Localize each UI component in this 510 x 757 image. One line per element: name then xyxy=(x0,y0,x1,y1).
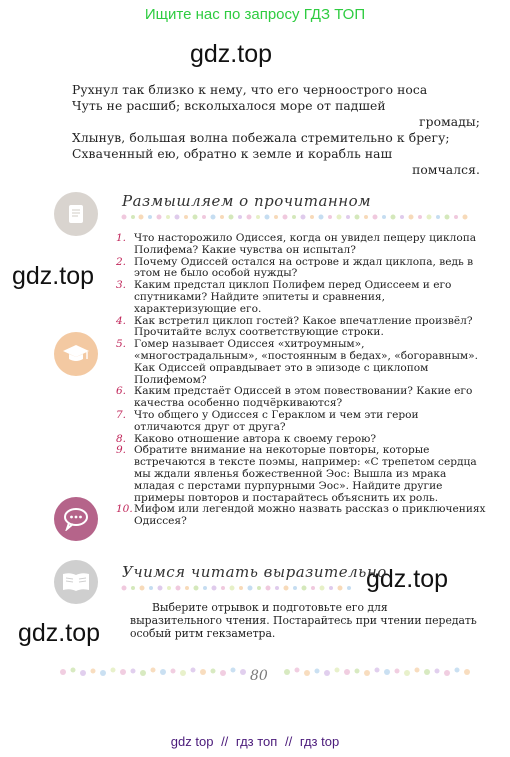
watermark: gdz.top xyxy=(366,565,449,593)
section-title-read-aloud: Учимся читать выразительно xyxy=(122,563,387,581)
list-item: 8. Каково отношение автора к своему герою? xyxy=(116,432,377,445)
list-item: 10. Мифом или легендой можно назвать рассказ о приключениях Одиссея? xyxy=(116,503,486,528)
separator: // xyxy=(221,734,229,749)
list-item: 9. Обратите внимание на некоторые повторы, которые встречаются в тексте поэмы, например: «С трепетом сердца мы ждали явленья божественной Эос: Вышла из мрака младая с перстами пурпурными Эос». Найдите другие примеры повторов и постарайтесь объяснить их роль. xyxy=(116,444,477,504)
watermark: gdz.top xyxy=(18,619,101,647)
poem-line: Схваченный ею, обратно к земле и корабль наш xyxy=(72,147,393,161)
read-aloud-task: Выберите отрывок и подготовьте его для выразительного чтения. Постарайтесь при чтении передать особый ритм гекзаметра. xyxy=(130,601,477,640)
footer-dots-right xyxy=(282,664,474,680)
separator: // xyxy=(284,734,293,749)
graduation-cap-icon xyxy=(54,332,98,376)
search-banner[interactable]: Ищите нас по запросу ГДЗ ТОП xyxy=(144,6,366,23)
list-item: 7. Что общего у Одиссея с Гераклом и чем эти герои отличаются друг от друга? xyxy=(116,408,419,433)
list-item: 4. Как встретил циклоп гостей? Какое впечатление произвёл? Прочитайте вслух соответствующие строки. xyxy=(116,314,473,339)
poem-line: Хлынув, большая волна побежала стремительно к брегу; xyxy=(72,131,450,145)
link-gdz-top[interactable]: gdz top xyxy=(170,734,214,749)
section-title-reflect: Размышляем о прочитанном xyxy=(122,192,372,210)
list-item: 5. Гомер называет Одиссея «хитроумным», «многострадальным», «постоянным в бедах», «богоравным». Как Одиссей оправдывает это в эпизоде с циклопом Полифемом? xyxy=(116,338,479,386)
page-number: 80 xyxy=(250,668,268,684)
footer-dots-left xyxy=(58,664,248,680)
decorative-dots xyxy=(120,212,480,222)
poem-excerpt xyxy=(72,82,480,178)
open-book-icon xyxy=(54,560,98,604)
poem-line: Рухнул так близко к нему, что его черноострого носа xyxy=(72,83,428,97)
poem-line: громады; xyxy=(419,115,480,129)
decorative-dots xyxy=(120,583,360,593)
questions-list xyxy=(116,233,488,528)
link-gdz-top-ru[interactable]: гдз топ xyxy=(235,734,278,749)
watermark: gdz.top xyxy=(12,262,95,290)
list-item: 2. Почему Одиссей остался на острове и ждал циклопа, ведь в этом не было особой нужды? xyxy=(116,255,474,280)
watermark: gdz.top xyxy=(190,40,273,68)
link-gdz-top-mixed[interactable]: гдз top xyxy=(299,734,340,749)
poem-line: Чуть не расшиб; всколыхалося море от падшей xyxy=(72,99,386,113)
list-item: 3. Каким предстал циклоп Полифем перед Одиссеем и его спутниками? Найдите эпитеты и сравнения, характеризующие его. xyxy=(116,279,452,315)
chat-bubble-icon xyxy=(54,497,98,541)
poem-line: помчался. xyxy=(412,163,480,177)
list-item: 1. Что насторожило Одиссея, когда он увидел пещеру циклопа Полифема? Какие чувства он испытал? xyxy=(116,232,477,256)
bottom-links xyxy=(0,734,510,749)
scroll-icon xyxy=(54,192,98,236)
list-item: 6. Каким предстаёт Одиссей в этом повествовании? Какие его качества особенно подчёркиваются? xyxy=(116,385,473,410)
